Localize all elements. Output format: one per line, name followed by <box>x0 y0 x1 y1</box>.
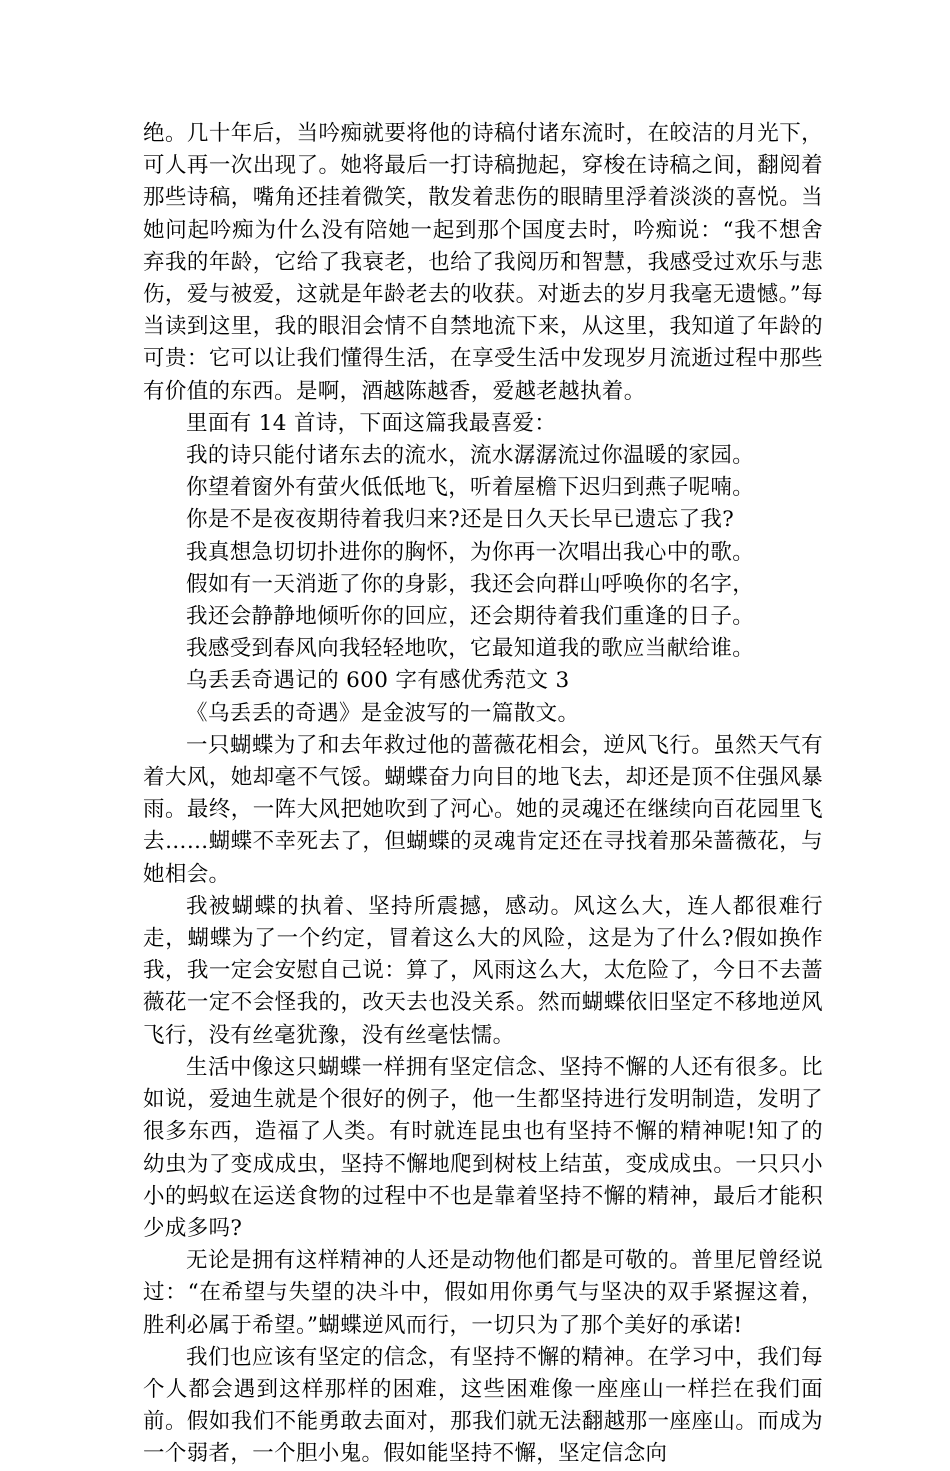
paragraph: 我被蝴蝶的执着、坚持所震撼，感动。风这么大，连人都很难行走，蝴蝶为了一个约定，冒着这么大的风险，这是为了什么?假如换作我，我一定会安慰自己说：算了，风雨这么大，太危险了，今日不去蔷薇花一定不会怪我的，改天去也没关系。然而蝴蝶依旧坚定不移地逆风飞行，没有丝毫犹豫，没有丝毫怯懦。 <box>143 893 823 1048</box>
poem-line: 你是不是夜夜期待着我归来?还是日久天长早已遗忘了我? <box>186 507 735 533</box>
poem-line: 你望着窗外有萤火低低地飞，听着屋檐下迟归到燕子呢喃。 <box>186 475 755 501</box>
poem-line: 我的诗只能付诸东去的流水，流水潺潺流过你温暖的家园。 <box>186 443 755 469</box>
paragraph: 我们也应该有坚定的信念，有坚持不懈的精神。在学习中，我们每个人都会遇到这样那样的困难，这些困难像一座座山一样拦在我们面前。假如我们不能勇敢去面对，那我们就无法翻越那一座座山。而成为一个弱者，一个胆小鬼。假如能坚持不懈，坚定信念向 <box>143 1344 823 1467</box>
poem-line: 假如有一天消逝了你的身影，我还会向群山呼唤你的名字， <box>186 571 755 597</box>
paragraph: 《乌丢丢的奇遇》是金波写的一篇散文。 <box>186 700 580 726</box>
poem-line: 我还会静静地倾听你的回应，还会期待着我们重逢的日子。 <box>186 604 755 630</box>
paragraph-continued: 绝。几十年后，当吟痴就要将他的诗稿付诸东流时，在皎洁的月光下，可人再一次出现了。她将最后一打诗稿抛起，穿梭在诗稿之间，翻阅着那些诗稿，嘴角还挂着微笑，散发着悲伤的眼睛里浮着淡淡的喜悦。当她问起吟痴为什么没有陪她一起到那个国度去时，吟痴说：“我不想舍弃我的年龄，它给了我衰老，也给了我阅历和智慧，我感受过欢乐与悲伤，爱与被爱，这就是年龄老去的收获。对逝去的岁月我毫无遗憾。”每当读到这里，我的眼泪会情不自禁地流下来，从这里，我知道了年龄的可贵：它可以让我们懂得生活，在享受生活中发现岁月流逝过程中那些有价值的东西。是啊，酒越陈越香，爱越老越执着。 <box>143 121 823 404</box>
section-heading: 乌丢丢奇遇记的 600 字有感优秀范文 3 <box>186 668 570 694</box>
paragraph: 生活中像这只蝴蝶一样拥有坚定信念、坚持不懈的人还有很多。比如说，爱迪生就是个很好的例子，他一生都坚持进行发明制造，发明了很多东西，造福了人类。有时就连昆虫也有坚持不懈的精神呢!知了的幼虫为了变成成虫，坚持不懈地爬到树枝上结茧，变成成虫。一只只小小的蚂蚁在运送食物的过程中不也是靠着坚持不懈的精神，最后才能积少成多吗? <box>143 1054 823 1241</box>
document-body <box>143 118 823 1471</box>
paragraph: 一只蝴蝶为了和去年救过他的蔷薇花相会，逆风飞行。虽然天气有着大风，她却毫不气馁。蝴蝶奋力向目的地飞去，却还是顶不住强风暴雨。最终，一阵大风把她吹到了河心。她的灵魂还在继续向百花园里飞去……蝴蝶不幸死去了，但蝴蝶的灵魂肯定还在寻找着那朵蔷薇花，与她相会。 <box>143 732 823 887</box>
paragraph-poem-intro: 里面有 14 首诗，下面这篇我最喜爱： <box>186 410 557 436</box>
paragraph: 无论是拥有这样精神的人还是动物他们都是可敬的。普里尼曾经说过：“在希望与失望的决斗中，假如用你勇气与坚决的双手紧握这着，胜利必属于希望。”蝴蝶逆风而行，一切只为了那个美好的承诺! <box>143 1248 823 1338</box>
poem-line: 我感受到春风向我轻轻地吹，它最知道我的歌应当献给谁。 <box>186 636 755 662</box>
poem-line: 我真想急切切扑进你的胸怀，为你再一次唱出我心中的歌。 <box>186 539 755 565</box>
